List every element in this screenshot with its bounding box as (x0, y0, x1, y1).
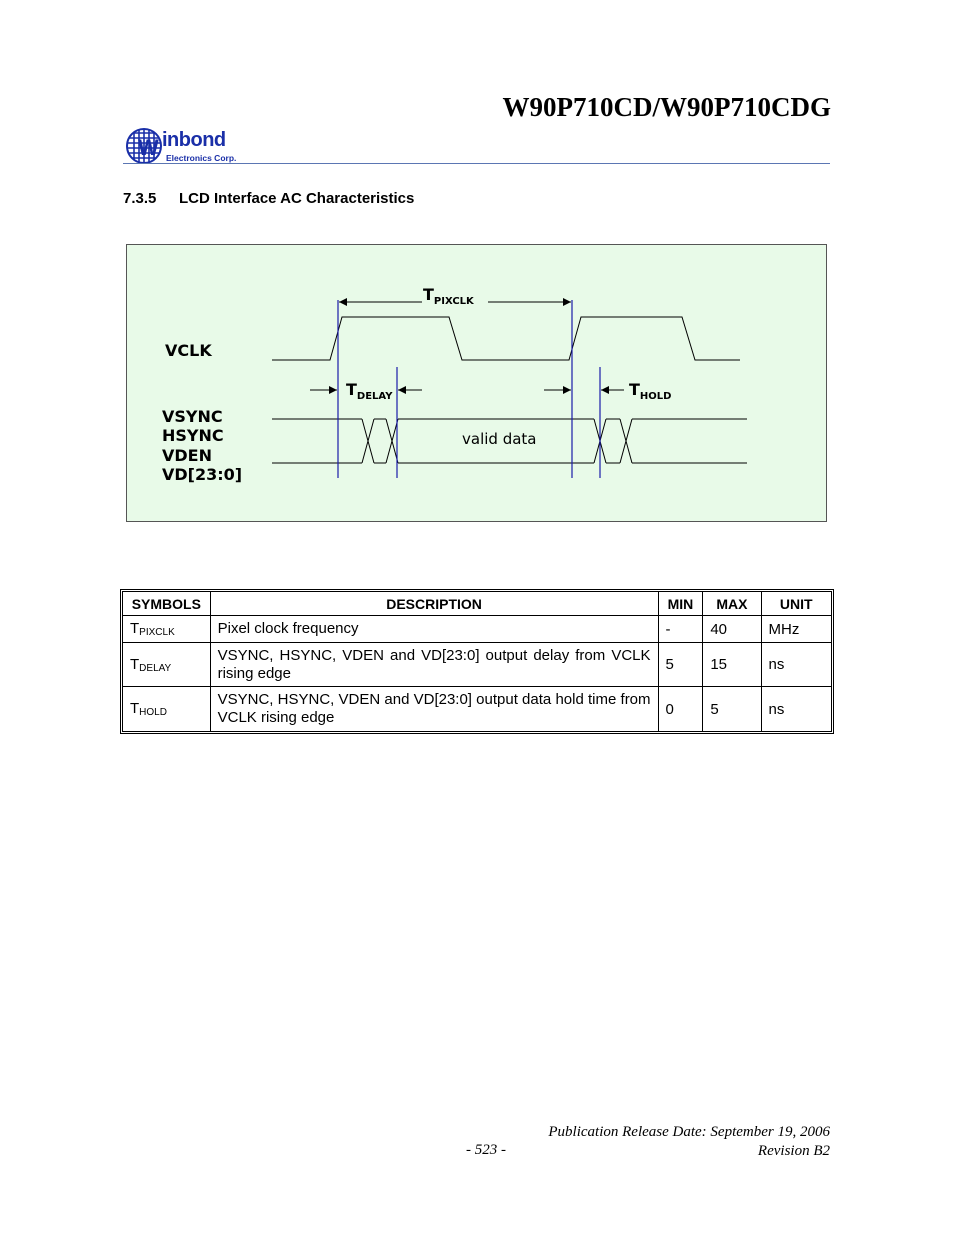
min-cell: - (659, 616, 704, 643)
max-cell: 5 (703, 687, 761, 731)
unit-cell: ns (768, 700, 785, 718)
vd-label: VD[23:0] (162, 465, 243, 484)
vden-label: VDEN (162, 446, 212, 465)
logo-initial: W (138, 135, 159, 160)
header-min: MIN (659, 592, 704, 616)
release-date: Publication Release Date: September 19, 2006 (548, 1124, 830, 1140)
symbol-cell: $T_{PIXCLK}$ (123, 616, 211, 643)
section-number: 7.3.5 (123, 190, 157, 207)
globe-icon (126, 124, 166, 168)
min-cell: 0 (659, 687, 704, 731)
t-pixclk-label: $T_{PIXCLK}$ (423, 285, 474, 307)
min-cell: 5 (659, 643, 704, 687)
unit-cell: MHz (762, 616, 831, 643)
revision: Revision B2 (757, 1143, 830, 1159)
section-title: LCD Interface AC Characteristics (179, 190, 415, 207)
document-title: W90P710CD/W90P710CDG (502, 92, 831, 122)
t-hold-label: $T_{HOLD}$ (629, 380, 672, 402)
table-row (123, 616, 831, 643)
hsync-label: HSYNC (162, 426, 224, 445)
logo-subtitle: Electronics Corp. (166, 153, 237, 163)
unit-cell: ns (762, 643, 831, 687)
header-unit: UNIT (762, 592, 831, 616)
table-header-row (123, 592, 831, 616)
logo-wordmark: inbond (162, 129, 226, 151)
table-row (123, 643, 831, 687)
header-description: DESCRIPTION (211, 592, 659, 616)
symbol-cell: $T_{HOLD}$ (123, 687, 211, 731)
description-cell: Pixel clock frequency (211, 616, 659, 643)
timing-diagram (126, 244, 827, 522)
t-delay-label: $T_{DELAY}$ (346, 380, 393, 402)
header-max: MAX (703, 592, 761, 616)
valid-data-label: valid data (462, 430, 537, 448)
description-cell: VSYNC, HSYNC, VDEN and VD[23:0] output data hold time from VCLK rising edge (211, 687, 659, 731)
footer-right (548, 1123, 830, 1161)
header-symbols: SYMBOLS (123, 592, 211, 616)
table-row (123, 687, 831, 731)
vclk-waveform (272, 317, 740, 360)
section-heading (123, 190, 414, 207)
vclk-label: VCLK (165, 341, 212, 360)
vsync-label: VSYNC (162, 407, 223, 426)
symbol-cell: $T_{DELAY}$ (123, 643, 211, 687)
max-cell: 15 (703, 643, 761, 687)
page-number: - 523 - (466, 1142, 506, 1158)
ac-characteristics-table (122, 591, 832, 732)
header-rule (123, 163, 830, 164)
max-cell: 40 (703, 616, 761, 643)
description-cell: VSYNC, HSYNC, VDEN and VD[23:0] output delay from VCLK rising edge (211, 643, 659, 687)
winbond-logo (126, 124, 256, 168)
